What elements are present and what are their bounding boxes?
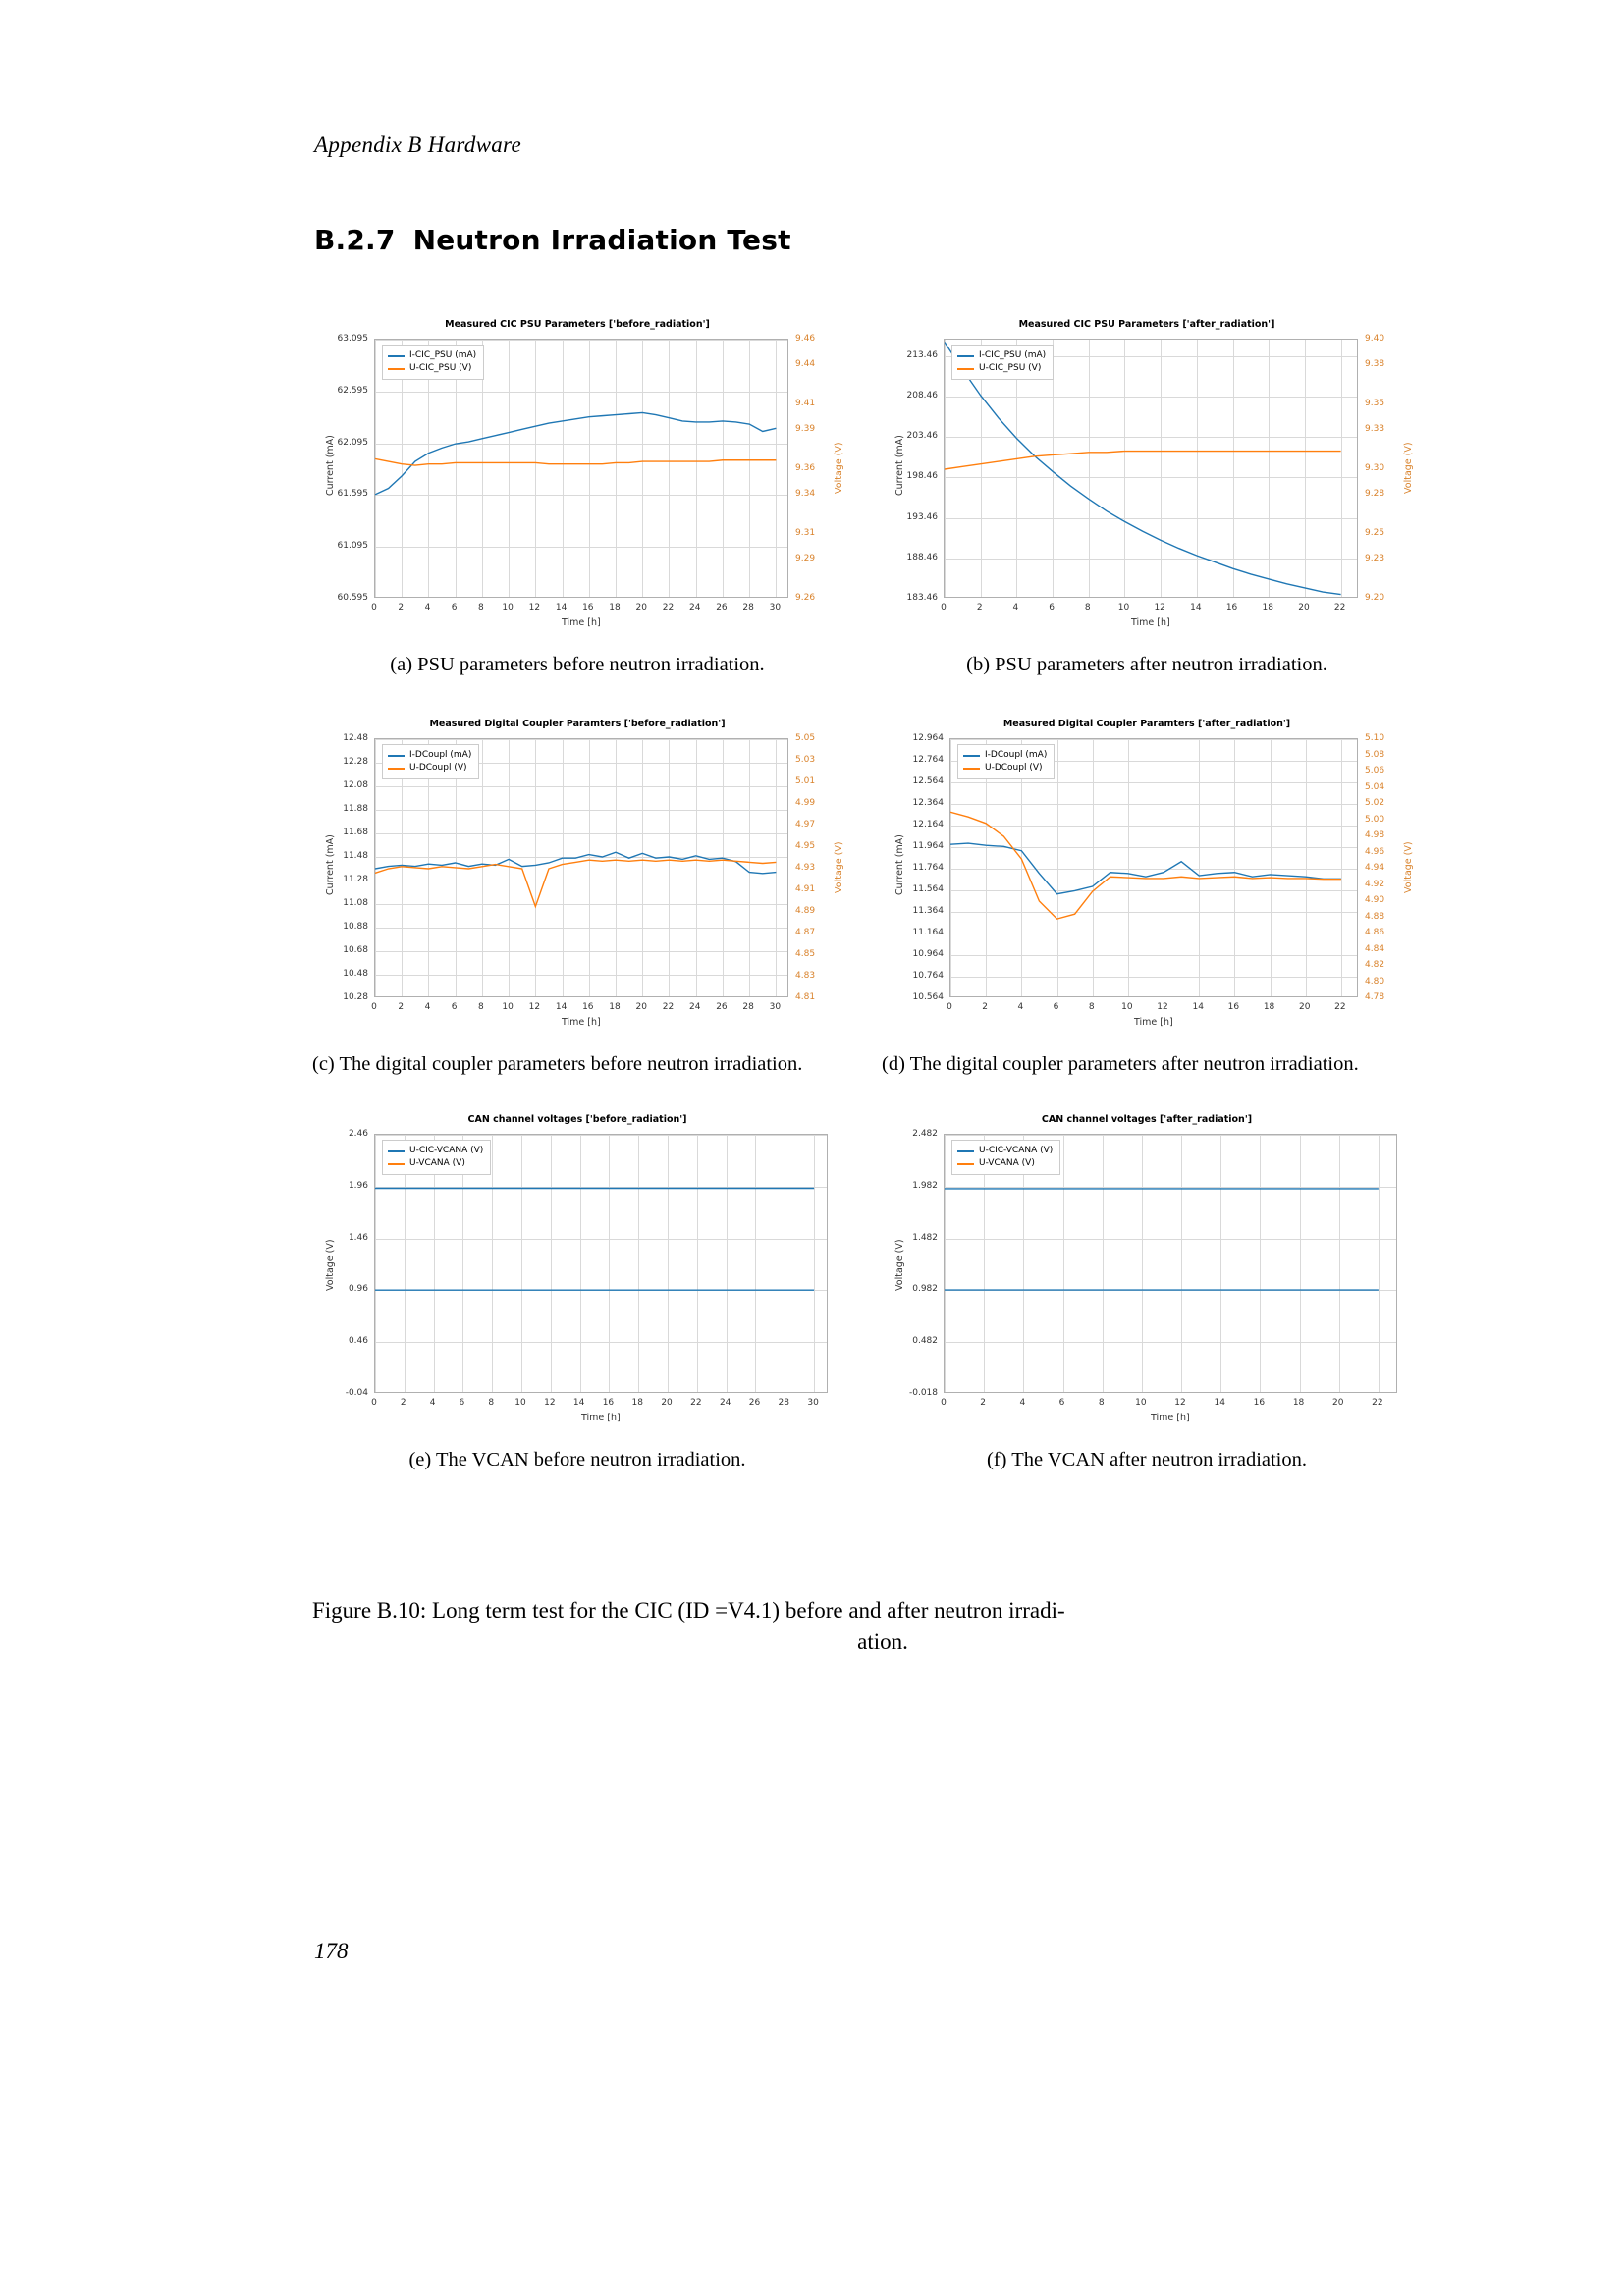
section-heading [314,224,791,256]
x-tick-label: 16 [602,1398,615,1409]
chart-title: Measured CIC PSU Parameters ['before_radiation'] [445,319,710,330]
legend-swatch [388,355,405,357]
y-tick-label: 193.46 [906,511,938,522]
y-tick-label: 10.964 [912,949,944,960]
x-tick-label: 0 [371,1002,377,1013]
chart-title: CAN channel voltages ['after_radiation'] [1041,1114,1253,1126]
x-tick-label: 28 [742,1002,754,1013]
y-tick-label: 61.095 [337,541,368,552]
y-tick-label: 11.564 [912,884,944,895]
y-tick-label: 2.46 [348,1129,368,1140]
y-tick-label: -0.04 [345,1388,368,1399]
y2-tick-label: 9.41 [795,399,816,408]
legend-label: I-DCoupl (mA) [409,750,472,761]
subfigure-c [312,716,842,1078]
chart-legend [951,1140,1060,1175]
y2-tick-label: 5.02 [1365,798,1385,809]
legend-swatch [388,1163,405,1165]
y-tick-label: 10.28 [343,992,368,1003]
y2-tick-label: 4.84 [1365,943,1385,954]
x-axis-title: Time [h] [1151,1413,1190,1424]
y2-tick-label: 9.35 [1365,399,1385,408]
series-line [375,458,776,465]
chart-title: CAN channel voltages ['before_radiation'] [467,1114,687,1126]
x-tick-label: 26 [716,603,728,613]
legend-swatch [388,368,405,370]
series-line [945,452,1341,469]
y2-tick-label: 9.23 [1365,554,1385,564]
y-tick-label: 10.68 [343,945,368,956]
x-tick-label: 14 [572,1398,585,1409]
x-tick-label: 24 [688,603,701,613]
x-tick-label: 22 [1372,1398,1383,1409]
x-tick-label: 14 [555,1002,568,1013]
y-tick-label: 12.564 [912,776,944,787]
y-tick-label: 0.982 [912,1284,938,1295]
legend-item [388,1157,483,1170]
series-line [375,860,776,906]
subfigure-e [312,1111,842,1473]
y-tick-label: -0.018 [908,1388,938,1399]
y2-tick-label: 5.06 [1365,766,1385,776]
x-tick-label: 8 [488,1398,495,1409]
x-axis-title: Time [h] [562,617,601,628]
y-tick-label: 12.28 [343,757,368,768]
x-tick-label: 8 [1084,603,1091,613]
x-tick-label: 18 [1262,603,1273,613]
chart-psu-before [312,316,842,640]
x-tick-label: 12 [528,603,541,613]
x-tick-label: 6 [1053,1002,1059,1013]
y2-tick-label: 4.99 [795,798,816,809]
chart-legend [382,744,479,779]
y-tick-label: 10.88 [343,922,368,933]
x-tick-label: 20 [1298,603,1310,613]
y2-tick-label: 9.33 [1365,424,1385,435]
chart-legend [382,1140,491,1175]
x-tick-label: 4 [1019,1398,1026,1409]
x-tick-label: 8 [1098,1398,1105,1409]
chart-title: Measured Digital Coupler Paramters ['before_radiation'] [429,719,726,730]
legend-swatch [963,755,980,757]
y2-tick-label: 4.89 [795,906,816,917]
y-axis-title: Voltage (V) [325,1239,336,1292]
y2-tick-label: 9.39 [795,424,816,435]
x-tick-label: 10 [502,603,514,613]
y-tick-label: 10.564 [912,992,944,1003]
x-tick-label: 0 [941,1398,947,1409]
x-axis-title: Time [h] [1131,617,1170,628]
legend-label: U-CIC_PSU (V) [979,363,1042,374]
x-tick-label: 20 [635,1002,647,1013]
y2-tick-label: 5.05 [795,733,816,744]
y-tick-label: 198.46 [906,471,938,482]
y-tick-label: 188.46 [906,552,938,562]
y-tick-label: 11.48 [343,851,368,862]
y2-tick-label: 4.93 [795,863,816,874]
legend-label: U-DCoupl (V) [409,763,467,774]
x-tick-label: 2 [976,603,983,613]
y-tick-label: 12.08 [343,780,368,791]
x-tick-label: 18 [631,1398,643,1409]
x-tick-label: 20 [1332,1398,1344,1409]
y-tick-label: 63.095 [337,334,368,344]
chart-legend [957,744,1055,779]
figure-row-1 [312,316,1412,678]
y-axis-title: Current (mA) [325,834,336,896]
x-tick-label: 18 [609,603,621,613]
legend-swatch [963,768,980,770]
x-tick-label: 0 [371,1398,377,1409]
x-tick-label: 16 [582,603,594,613]
legend-item [957,349,1046,362]
figure-row-3 [312,1111,1412,1473]
chart-dcoupl-after [882,716,1412,1040]
x-tick-label: 24 [688,1002,701,1013]
y2-tick-label: 9.44 [795,359,816,370]
legend-swatch [957,1150,974,1152]
legend-label: U-VCANA (V) [979,1158,1035,1169]
subcaption-e: (e) The VCAN before neutron irradiation. [408,1449,746,1471]
legend-item [957,362,1046,375]
y2-tick-label: 9.30 [1365,463,1385,473]
y2-tick-label: 4.92 [1365,879,1385,889]
y2-axis-title: Voltage (V) [1403,841,1414,894]
y-tick-label: 0.96 [348,1284,368,1295]
x-tick-label: 14 [1190,603,1202,613]
y-tick-label: 1.482 [912,1232,938,1243]
legend-swatch [388,768,405,770]
y-tick-label: 10.764 [912,971,944,982]
page-number: 178 [314,1939,349,1963]
legend-label: I-CIC_PSU (mA) [979,350,1047,360]
y2-tick-label: 9.46 [795,334,816,344]
y-tick-label: 60.595 [337,593,368,603]
y2-tick-label: 5.03 [795,755,816,766]
x-tick-label: 18 [1292,1398,1305,1409]
x-tick-label: 12 [1157,1002,1168,1013]
x-tick-label: 6 [1058,1398,1065,1409]
y2-tick-label: 9.40 [1365,334,1385,344]
y-tick-label: 11.68 [343,828,368,838]
y2-tick-label: 4.98 [1365,830,1385,841]
y2-axis-title: Voltage (V) [834,442,844,494]
legend-item [963,749,1047,762]
figure-caption-line-2: ation. [857,1629,908,1655]
x-tick-label: 2 [980,1398,987,1409]
y2-tick-label: 4.83 [795,971,816,982]
x-tick-label: 12 [528,1002,541,1013]
x-tick-label: 4 [429,1398,436,1409]
x-tick-label: 18 [609,1002,621,1013]
x-tick-label: 26 [716,1002,728,1013]
x-tick-label: 10 [1135,1398,1147,1409]
x-tick-label: 14 [1214,1398,1225,1409]
y2-tick-label: 4.80 [1365,976,1385,987]
chart-psu-after [882,316,1412,640]
y2-axis-title: Voltage (V) [834,841,844,894]
x-tick-label: 30 [807,1398,819,1409]
subcaption-d: (d) The digital coupler parameters after neutron irradiation. [882,1053,1359,1076]
y-tick-label: 11.964 [912,841,944,852]
chart-legend [382,345,484,380]
chart-title: Measured Digital Coupler Paramters ['after_radiation'] [1002,719,1291,730]
y-tick-label: 11.364 [912,906,944,917]
y-tick-label: 10.48 [343,969,368,980]
y2-tick-label: 9.26 [795,593,816,603]
y-tick-label: 12.364 [912,798,944,809]
x-tick-label: 28 [778,1398,790,1409]
y2-tick-label: 4.94 [1365,863,1385,874]
legend-item [957,1145,1053,1157]
x-tick-label: 10 [1121,1002,1133,1013]
x-tick-label: 0 [941,603,947,613]
y2-tick-label: 4.97 [795,820,816,830]
subcaption-c: (c) The digital coupler parameters before neutron irradiation. [312,1053,803,1076]
x-tick-label: 8 [478,1002,484,1013]
y-tick-label: 208.46 [906,391,938,400]
series-line [950,812,1341,919]
legend-swatch [957,368,974,370]
y-tick-label: 11.164 [912,928,944,938]
x-tick-label: 22 [662,603,675,613]
x-tick-label: 14 [1192,1002,1204,1013]
y2-tick-label: 9.29 [795,554,816,564]
x-tick-label: 22 [690,1398,702,1409]
figure-caption-line-1: Figure B.10: Long term test for the CIC (ID =V4.1) before and after neutron irradi- [312,1598,1065,1623]
y2-tick-label: 4.86 [1365,928,1385,938]
chart-vcan-after [882,1111,1412,1435]
y-tick-label: 62.095 [337,437,368,448]
y-axis-title: Current (mA) [325,435,336,496]
section-title-text: Neutron Irradiation Test [412,224,791,256]
x-tick-label: 20 [635,603,647,613]
subfigure-f [882,1111,1412,1473]
legend-label: U-CIC-VCANA (V) [979,1146,1054,1156]
legend-swatch [957,355,974,357]
legend-label: U-CIC_PSU (V) [409,363,472,374]
legend-label: U-VCANA (V) [409,1158,465,1169]
x-tick-label: 14 [555,603,568,613]
y-tick-label: 62.595 [337,385,368,396]
series-line [375,412,776,494]
y2-tick-label: 4.90 [1365,895,1385,906]
x-tick-label: 0 [371,603,377,613]
chart-title: Measured CIC PSU Parameters ['after_radiation'] [1018,319,1275,330]
y2-tick-label: 9.20 [1365,593,1385,603]
y-tick-label: 12.764 [912,755,944,766]
y2-tick-label: 9.31 [795,528,816,538]
y-tick-label: 2.482 [912,1129,938,1140]
x-tick-label: 10 [1117,603,1130,613]
y2-tick-label: 9.25 [1365,528,1385,538]
y2-tick-label: 4.82 [1365,960,1385,971]
y2-tick-label: 5.01 [795,776,816,787]
x-tick-label: 16 [1253,1398,1266,1409]
y-tick-label: 61.595 [337,489,368,500]
x-tick-label: 4 [424,603,431,613]
y2-axis-title: Voltage (V) [1403,442,1414,494]
y2-tick-label: 9.36 [795,463,816,473]
legend-label: I-DCoupl (mA) [985,750,1048,761]
y-axis-title: Current (mA) [894,435,905,496]
y-tick-label: 1.46 [348,1232,368,1243]
subcaption-f: (f) The VCAN after neutron irradiation. [987,1449,1307,1471]
x-tick-label: 8 [478,603,484,613]
y2-tick-label: 4.78 [1365,992,1385,1003]
figure-row-2 [312,716,1412,1078]
y2-tick-label: 4.81 [795,992,816,1003]
x-tick-label: 12 [544,1398,556,1409]
x-tick-label: 18 [1263,1002,1275,1013]
y2-tick-label: 4.96 [1365,846,1385,857]
legend-item [388,1145,483,1157]
section-number: B.2.7 [314,224,396,256]
legend-label: U-DCoupl (V) [985,763,1043,774]
subfigure-b [882,316,1412,678]
x-axis-title: Time [h] [562,1017,601,1029]
subfigure-d [882,716,1412,1078]
x-tick-label: 16 [1225,603,1238,613]
y-tick-label: 183.46 [906,593,938,603]
y2-tick-label: 4.95 [795,841,816,852]
x-tick-label: 6 [1049,603,1055,613]
x-tick-label: 6 [451,603,458,613]
x-tick-label: 6 [459,1398,465,1409]
legend-item [957,1157,1053,1170]
legend-item [388,762,471,774]
y2-tick-label: 9.38 [1365,359,1385,370]
legend-swatch [957,1163,974,1165]
y-tick-label: 11.08 [343,898,368,909]
x-tick-label: 20 [661,1398,673,1409]
x-axis-title: Time [h] [1134,1017,1173,1029]
x-tick-label: 0 [947,1002,952,1013]
chart-vcan-before [312,1111,842,1435]
x-tick-label: 22 [1333,603,1346,613]
x-tick-label: 22 [662,1002,675,1013]
y2-tick-label: 5.08 [1365,749,1385,760]
y-tick-label: 11.88 [343,804,368,815]
chart-dcoupl-before [312,716,842,1040]
y-tick-label: 1.96 [348,1180,368,1191]
y2-tick-label: 9.34 [795,489,816,500]
x-tick-label: 4 [1012,603,1019,613]
x-tick-label: 4 [424,1002,431,1013]
x-tick-label: 16 [1227,1002,1240,1013]
chart-legend [951,345,1054,380]
x-tick-label: 8 [1088,1002,1095,1013]
x-tick-label: 22 [1334,1002,1346,1013]
y2-tick-label: 9.28 [1365,489,1385,500]
y2-tick-label: 5.04 [1365,781,1385,792]
y-axis-title: Current (mA) [894,834,905,896]
y2-tick-label: 4.87 [795,928,816,938]
y2-tick-label: 5.00 [1365,814,1385,825]
subfigure-a [312,316,842,678]
y-tick-label: 12.164 [912,820,944,830]
series-line [950,843,1341,894]
x-tick-label: 10 [502,1002,514,1013]
legend-item [388,349,476,362]
legend-swatch [388,755,405,757]
y2-tick-label: 4.88 [1365,911,1385,922]
y-tick-label: 203.46 [906,431,938,442]
x-tick-label: 12 [1154,603,1165,613]
y2-tick-label: 4.91 [795,884,816,895]
x-tick-label: 30 [769,1002,782,1013]
legend-label: I-CIC_PSU (mA) [409,350,477,360]
legend-swatch [388,1150,405,1152]
y-tick-label: 11.28 [343,875,368,885]
y-axis-title: Voltage (V) [894,1239,905,1292]
y2-tick-label: 5.10 [1365,733,1385,744]
x-tick-label: 2 [400,1398,406,1409]
x-tick-label: 28 [742,603,754,613]
x-axis-title: Time [h] [581,1413,621,1424]
x-tick-label: 16 [582,1002,594,1013]
legend-item [388,362,476,375]
x-tick-label: 2 [398,603,405,613]
x-tick-label: 2 [398,1002,405,1013]
y-tick-label: 12.48 [343,733,368,744]
y-tick-label: 0.482 [912,1336,938,1347]
x-tick-label: 2 [982,1002,989,1013]
figure-grid [312,316,1412,1479]
figure-caption [312,1595,1414,1658]
y-tick-label: 213.46 [906,349,938,360]
x-tick-label: 30 [769,603,782,613]
x-tick-label: 24 [719,1398,731,1409]
running-head: Appendix B Hardware [314,133,521,157]
subcaption-b: (b) PSU parameters after neutron irradiation. [966,654,1327,675]
y-tick-label: 0.46 [348,1336,368,1347]
x-tick-label: 12 [1174,1398,1186,1409]
y2-tick-label: 4.85 [795,949,816,960]
y-tick-label: 12.964 [912,733,944,744]
x-tick-label: 20 [1299,1002,1311,1013]
legend-item [963,762,1047,774]
legend-item [388,749,471,762]
y-tick-label: 11.764 [912,863,944,874]
x-tick-label: 10 [514,1398,526,1409]
x-tick-label: 4 [1017,1002,1024,1013]
x-tick-label: 26 [748,1398,761,1409]
legend-label: U-CIC-VCANA (V) [409,1146,484,1156]
subcaption-a: (a) PSU parameters before neutron irradiation. [390,654,765,675]
y-tick-label: 1.982 [912,1180,938,1191]
x-tick-label: 6 [451,1002,458,1013]
